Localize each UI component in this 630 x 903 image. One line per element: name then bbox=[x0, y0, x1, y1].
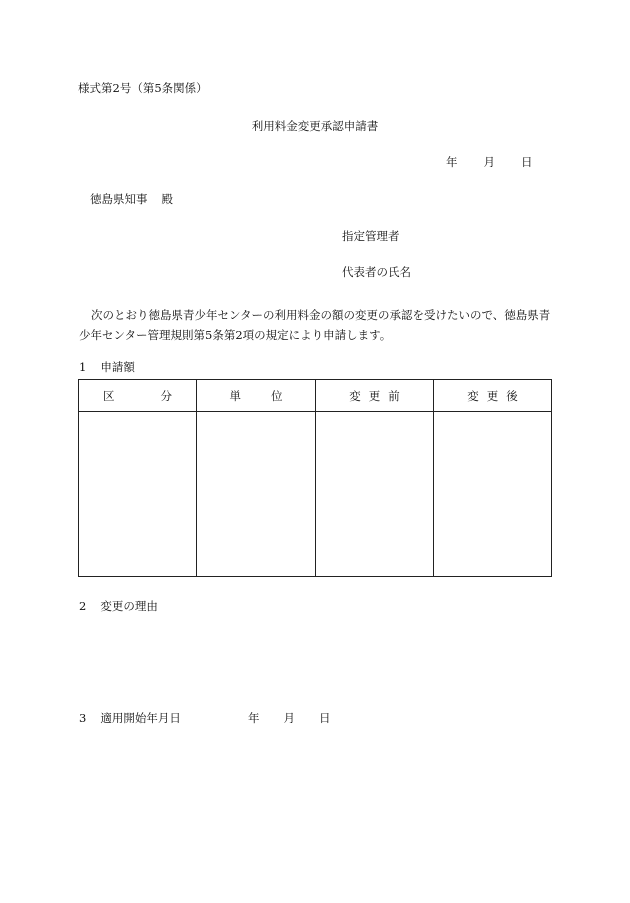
form-number: 様式第2号（第5条関係） bbox=[78, 81, 208, 95]
document-title: 利用料金変更承認申請書 bbox=[251, 119, 379, 133]
start-day-label: 日 bbox=[319, 711, 331, 725]
header-category-char-1: 区 bbox=[103, 388, 115, 403]
header-before bbox=[316, 380, 434, 412]
section-2-number: 2 bbox=[79, 599, 87, 613]
header-after-char-2: 更 bbox=[486, 388, 499, 403]
start-year-label: 年 bbox=[248, 711, 260, 725]
before-cell[interactable] bbox=[316, 412, 434, 577]
header-unit-char-2: 位 bbox=[271, 388, 283, 403]
addressee bbox=[90, 194, 173, 206]
header-after bbox=[434, 380, 552, 412]
manager-label: 指定管理者 bbox=[342, 229, 400, 243]
header-after-char-1: 変 bbox=[467, 388, 479, 403]
section-1-label: 申請額 bbox=[100, 360, 135, 374]
header-before-char-1: 変 bbox=[349, 388, 361, 403]
header-before-char-2: 更 bbox=[368, 388, 381, 403]
header-category bbox=[79, 380, 197, 412]
section-3-number: 3 bbox=[79, 711, 87, 725]
section-1-number: 1 bbox=[79, 360, 87, 374]
addressee-honorific: 殿 bbox=[161, 192, 173, 206]
addressee-name: 徳島県知事 bbox=[90, 192, 148, 206]
start-date-fields bbox=[248, 713, 331, 725]
section-3-label: 適用開始年月日 bbox=[100, 711, 181, 725]
header-after-char-3: 後 bbox=[506, 388, 518, 403]
fee-table-header-row bbox=[79, 380, 552, 412]
section-2-label: 変更の理由 bbox=[100, 599, 158, 613]
date-day-label: 日 bbox=[521, 155, 533, 169]
start-month-label: 月 bbox=[283, 711, 295, 725]
request-body-text: 次のとおり徳島県青少年センターの利用料金の額の変更の承認を受けたいので、徳島県青少年センター管理規則第5条第2項の規定により申請します。 bbox=[79, 308, 551, 342]
representative-label: 代表者の氏名 bbox=[342, 265, 411, 279]
unit-cell[interactable] bbox=[197, 412, 316, 577]
fee-table-body-row bbox=[79, 412, 552, 577]
fee-table bbox=[78, 379, 552, 577]
date-year-label: 年 bbox=[446, 155, 458, 169]
header-unit-char-1: 単 bbox=[229, 388, 241, 403]
header-unit bbox=[197, 380, 316, 412]
section-1-heading bbox=[79, 362, 135, 374]
application-date bbox=[446, 157, 533, 169]
date-month-label: 月 bbox=[483, 155, 495, 169]
header-category-char-2: 分 bbox=[160, 388, 172, 403]
header-before-char-3: 前 bbox=[388, 388, 400, 403]
after-cell[interactable] bbox=[434, 412, 552, 577]
section-3-heading bbox=[79, 713, 181, 725]
category-cell[interactable] bbox=[79, 412, 197, 577]
section-2-heading bbox=[79, 601, 158, 613]
